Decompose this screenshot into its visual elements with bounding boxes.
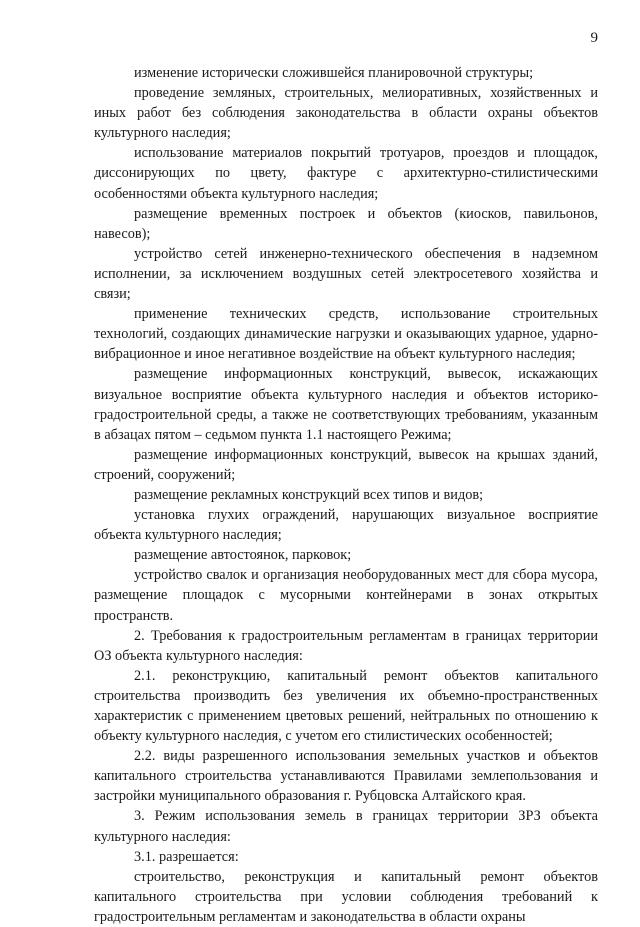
paragraph: установка глухих ограждений, нарушающих визуальное восприятие объекта культурного наследия; (94, 507, 598, 544)
section-heading: 3. Режим использования земель в границах территории ЗРЗ объекта культурного наследия: (94, 808, 598, 845)
paragraph: изменение исторически сложившейся планировочной структуры; (134, 65, 534, 81)
page-number: 9 (590, 30, 598, 46)
paragraph: проведение земляных, строительных, мелиоративных, хозяйственных и иных работ без соблюдения законодательства в области охраны объектов культурного наследия; (94, 85, 598, 142)
paragraph: размещение автостоянок, парковок; (134, 547, 352, 564)
paragraph: использование материалов покрытий тротуаров, проездов и площадок, диссонирующих по цвету, фактуре с архитектурно-стилистическими особенностями объекта культурного наследия; (94, 145, 598, 202)
paragraph: размещение временных построек и объектов (киосков, павильонов, навесов); (94, 205, 598, 242)
paragraph: 2.1. реконструкцию, капитальный ремонт объектов капитального строительства производить без увеличения их объемно-пространственных характеристик с применением цветовых решений, нейтральных по отношению к объекту культурного наследия, с учетом его стилистических особенностей; (94, 667, 598, 745)
paragraph: размещение рекламных конструкций всех типов и видов; (134, 486, 484, 503)
document-body (94, 63, 598, 927)
paragraph: размещение информационных конструкций, вывесок на крышах зданий, строений, сооружений; (94, 446, 598, 483)
paragraph: размещение информационных конструкций, вывесок, искажающих визуальное восприятие объекта культурного наследия и объектов историко-градостроительной среды, а также не соответствующих требованиям, указанным в абзацах пятом – седьмом пункта 1.1 настоящего Режима; (94, 366, 598, 443)
paragraph: устройство сетей инженерно-технического обеспечения в надземном исполнении, за исключением воздушных сетей электросетевого хозяйства и связи; (94, 245, 598, 303)
paragraph: строительство, реконструкция и капитальный ремонт объектов капитального строительства при условии соблюдения требований к градостроительным регламентам и законодательства в области охраны (94, 868, 598, 925)
subsection-heading: 3.1. разрешается: (134, 848, 239, 865)
section-heading: 2. Требования к градостроительным регламентам в границах территории ОЗ объекта культурного наследия: (94, 627, 598, 664)
paragraph: применение технических средств, использование строительных технологий, создающих динамические нагрузки и оказывающих ударное, ударно-вибрационное и иное негативное воздействие на объект культурного наследия; (94, 306, 598, 363)
paragraph: устройство свалок и организация необорудованных мест для сбора мусора, размещение площадок с мусорными контейнерами в зонах открытых пространств. (94, 567, 598, 624)
paragraph: 2.2. виды разрешенного использования земельных участков и объектов капитального строительства устанавливаются Правилами землепользования и застройки муниципального образования г. Рубцовска Алтайского края. (94, 748, 598, 805)
